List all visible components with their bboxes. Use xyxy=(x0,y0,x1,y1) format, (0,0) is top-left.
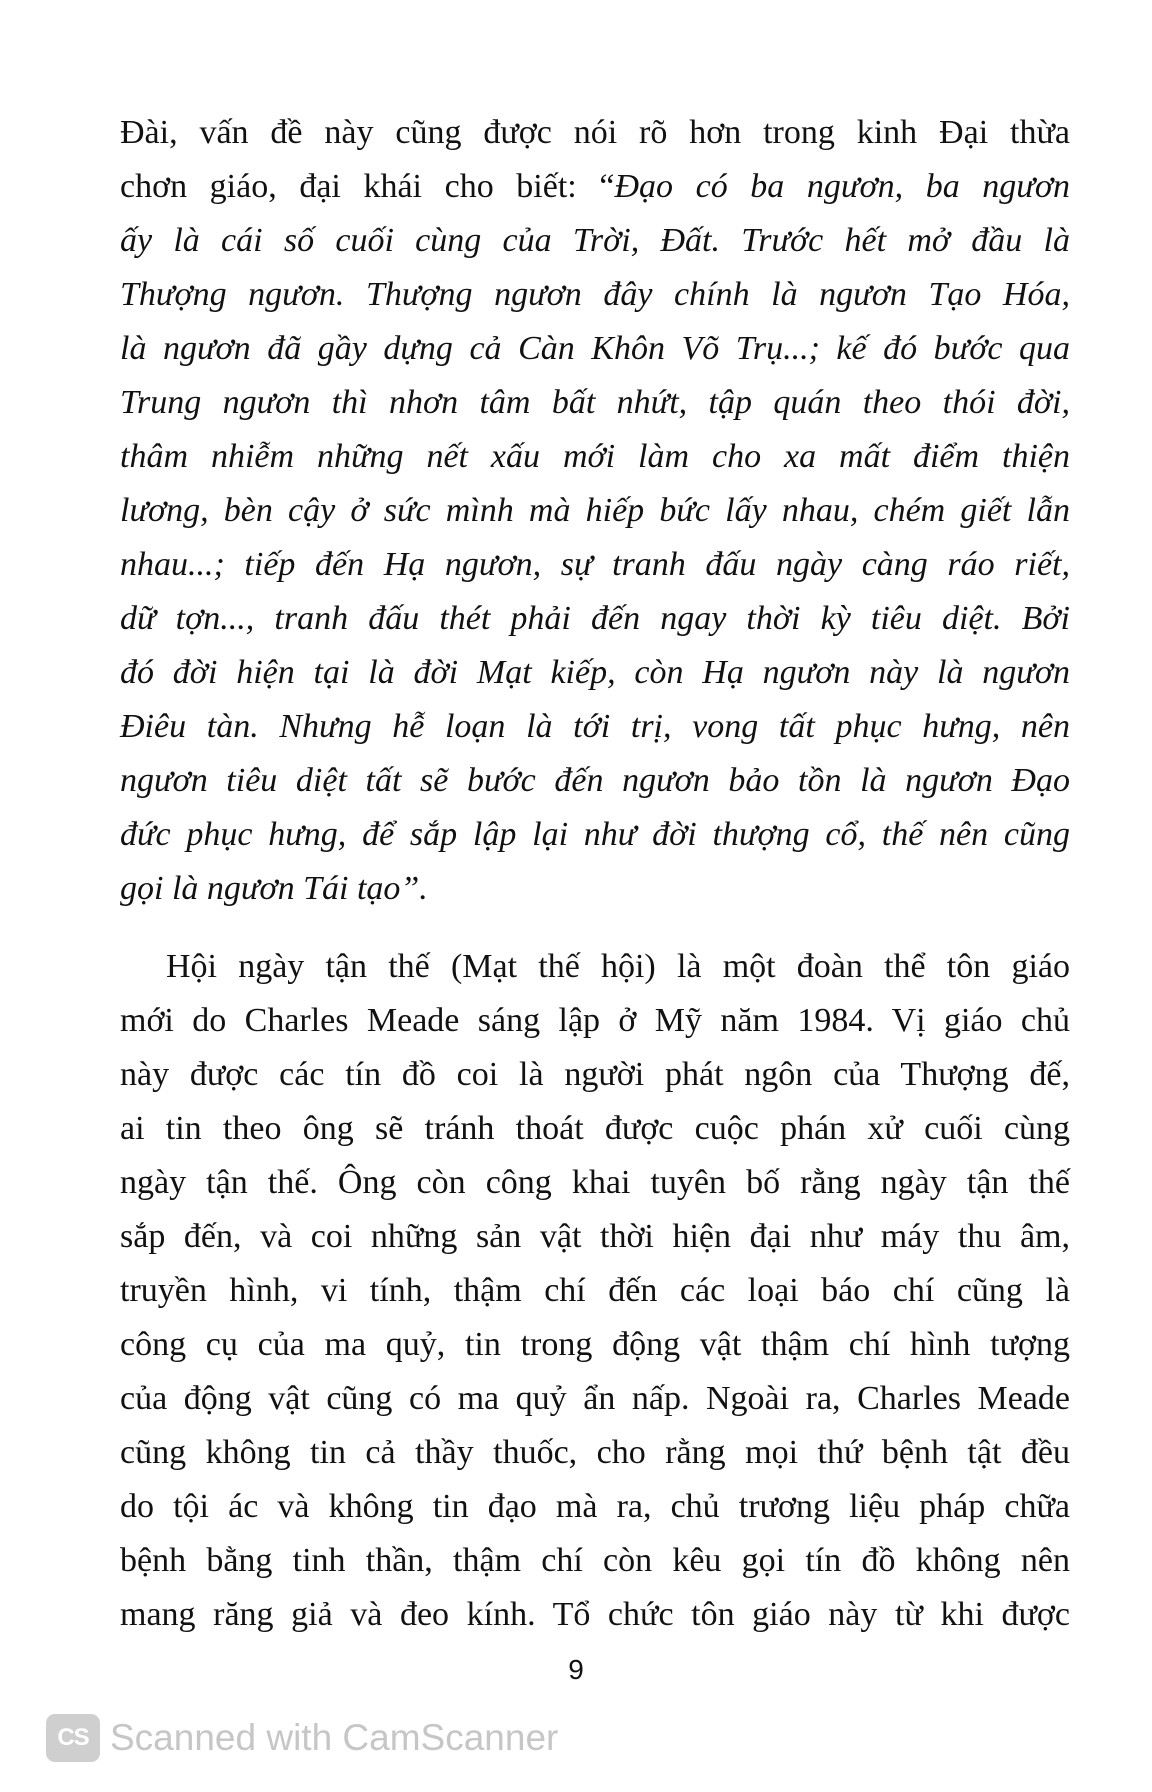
text-line: của động vật cũng có ma quỷ ẩn nấp. Ngoài ra, Charles Meade xyxy=(120,1380,1070,1417)
watermark-text: Scanned with CamScanner xyxy=(110,1717,559,1758)
text-line: ngươn tiêu diệt tất sẽ bước đến ngươn bảo tồn là ngươn Đạo xyxy=(120,762,1070,799)
text-line: là ngươn đã gầy dựng cả Càn Khôn Võ Trụ...; kế đó bước qua xyxy=(120,330,1070,367)
text-line: đó đời hiện tại là đời Mạt kiếp, còn Hạ ngươn này là ngươn xyxy=(120,654,1070,691)
text-line: Hội ngày tận thế (Mạt thế hội) là một đoàn thể tôn giáo xyxy=(166,948,1070,985)
text-line: Điêu tàn. Nhưng hễ loạn là tới trị, vong tất phục hưng, nên xyxy=(120,708,1070,745)
text-line: thâm nhiễm những nết xấu mới làm cho xa mất điểm thiện xyxy=(120,438,1070,475)
text-line: bệnh bằng tinh thần, thậm chí còn kêu gọi tín đồ không nên xyxy=(120,1542,1070,1579)
camscanner-logo-text: CS xyxy=(57,1724,89,1751)
text-line: Trung ngươn thì nhơn tâm bất nhứt, tập quán theo thói đời, xyxy=(120,384,1070,421)
text-line: Đài, vấn đề này cũng được nói rõ hơn trong kinh Đại thừa xyxy=(120,114,1070,151)
text-line: ai tin theo ông sẽ tránh thoát được cuộc phán xử cuối cùng xyxy=(120,1110,1070,1147)
text-line: cũng không tin cả thầy thuốc, cho rằng mọi thứ bệnh tật đều xyxy=(120,1434,1070,1471)
text-line: nhau...; tiếp đến Hạ ngươn, sự tranh đấu ngày càng ráo riết, xyxy=(120,546,1070,583)
text-line: do tội ác và không tin đạo mà ra, chủ trương liệu pháp chữa xyxy=(120,1488,1070,1525)
text-line: truyền hình, vi tính, thậm chí đến các loại báo chí cũng là xyxy=(120,1272,1070,1309)
text-line: này được các tín đồ coi là người phát ngôn của Thượng đế, xyxy=(120,1056,1070,1093)
text-line: mang răng giả và đeo kính. Tổ chức tôn giáo này từ khi được xyxy=(120,1596,1070,1633)
text-line: lương, bèn cậy ở sức mình mà hiếp bức lấy nhau, chém giết lẫn xyxy=(120,492,1070,529)
body-paragraph xyxy=(120,940,1070,1642)
page-number: 9 xyxy=(568,1654,584,1685)
text-line: công cụ của ma quỷ, tin trong động vật thậm chí hình tượng xyxy=(120,1326,1070,1363)
camscanner-logo-icon xyxy=(46,1714,100,1762)
camscanner-watermark xyxy=(46,1710,558,1766)
text-line: dữ tợn..., tranh đấu thét phải đến ngay thời kỳ tiêu diệt. Bởi xyxy=(120,600,1070,637)
text-line: mới do Charles Meade sáng lập ở Mỹ năm 1984. Vị giáo chủ xyxy=(120,1002,1070,1039)
quote-paragraph xyxy=(120,106,1070,916)
text-line: Thượng ngươn. Thượng ngươn đây chính là ngươn Tạo Hóa, xyxy=(120,276,1070,313)
text-line: gọi là ngươn Tái tạo”. xyxy=(120,870,428,907)
text-line: ấy là cái số cuối cùng của Trời, Đất. Trước hết mở đầu là xyxy=(120,222,1070,259)
text-line: đức phục hưng, để sắp lập lại như đời thượng cổ, thế nên cũng xyxy=(120,816,1070,853)
text-line: sắp đến, và coi những sản vật thời hiện đại như máy thu âm, xyxy=(120,1218,1070,1255)
text-line: chơn giáo, đại khái cho biết: “Đạo có ba ngươn, ba ngươn xyxy=(120,168,1070,205)
text-line: ngày tận thế. Ông còn công khai tuyên bố rằng ngày tận thế xyxy=(120,1164,1070,1201)
